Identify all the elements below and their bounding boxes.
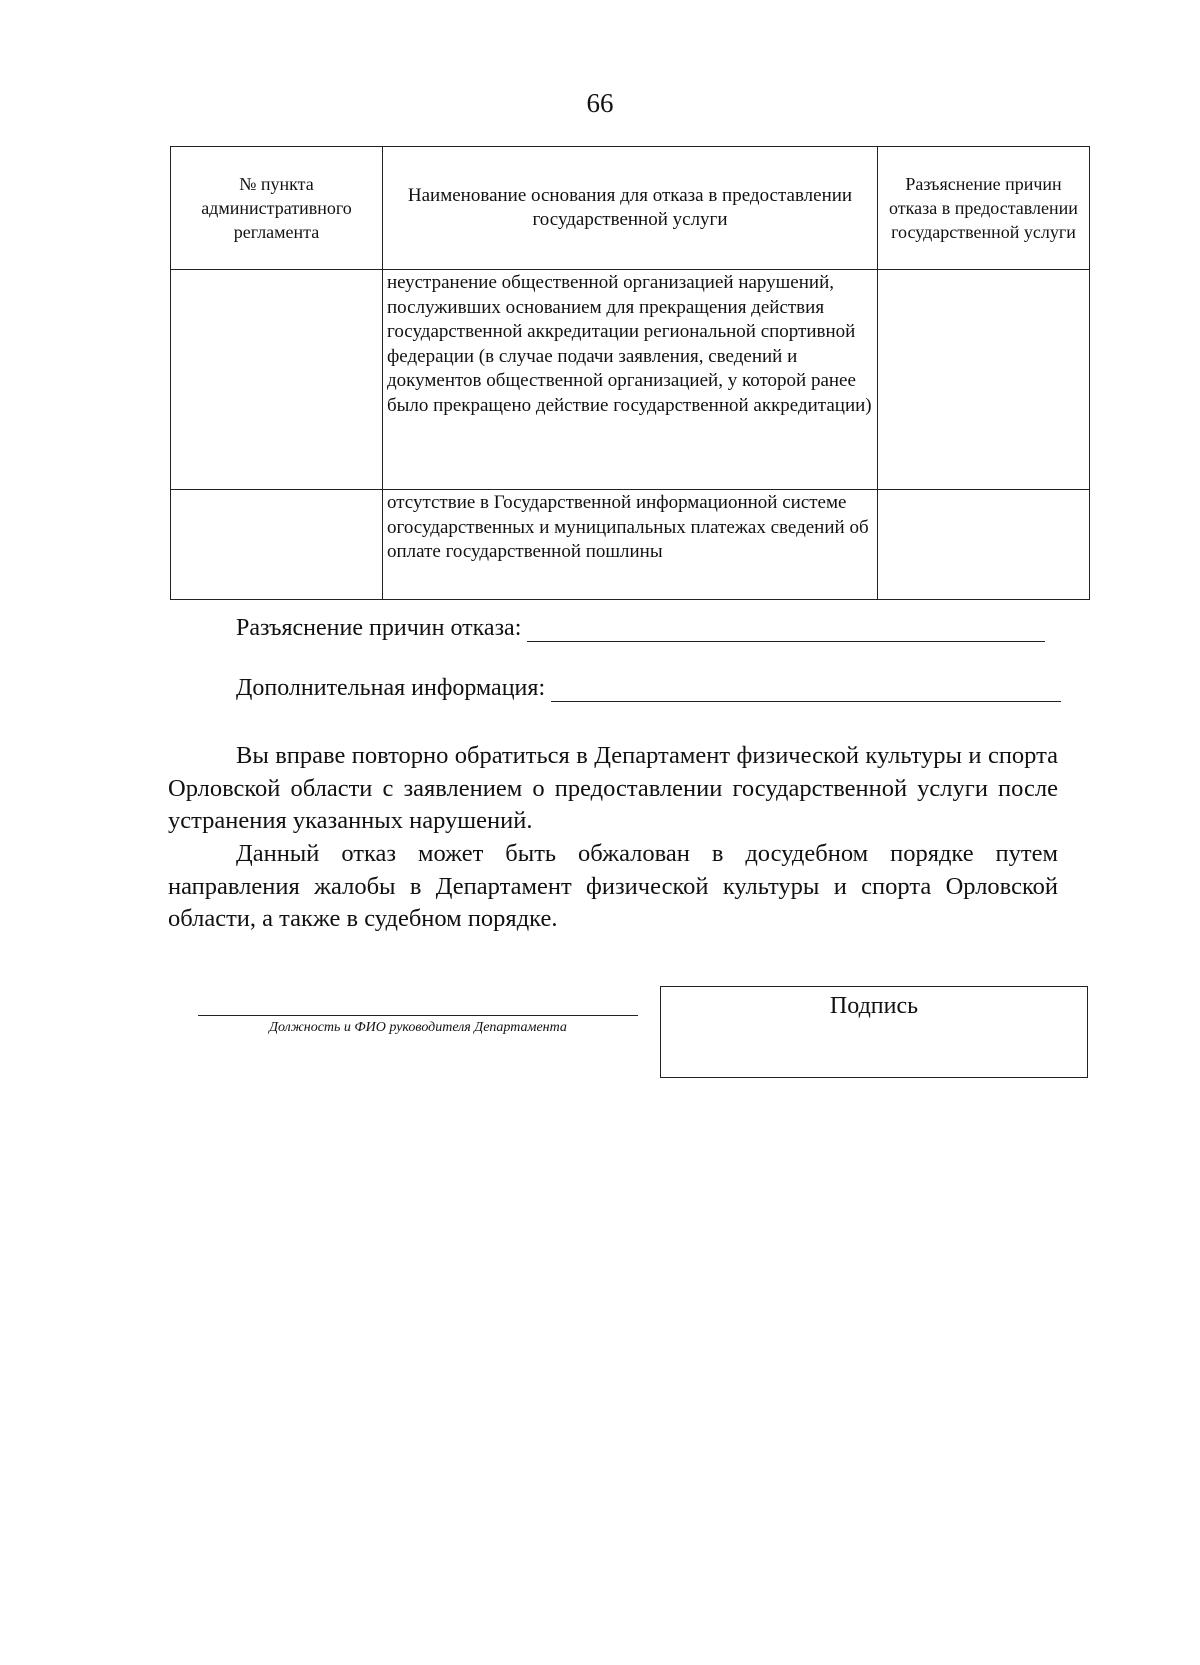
header-item-number: № пункта административного регламента [171, 147, 383, 270]
additional-info-label: Дополнительная информация: [236, 675, 546, 701]
page-number: 66 [586, 88, 614, 118]
cell-refusal-explanation [878, 490, 1090, 600]
explanation-field [236, 615, 1045, 642]
signature-box[interactable] [660, 986, 1088, 1078]
signature-box-label: Подпись [829, 993, 919, 1019]
cell-refusal-explanation [878, 270, 1090, 490]
additional-info-blank-line[interactable] [551, 681, 1061, 702]
cell-refusal-ground: неустранение общественной организацией нарушений, послуживших основанием для прекращения действия государственной аккредитации региональной спортивной федерации (в случае подачи заявления, сведений и документов общественной организацией, у которой ранее было прекращено действие государственной аккредитации) [383, 270, 878, 490]
additional-info-field [236, 675, 1061, 702]
cell-item-number [171, 270, 383, 490]
explanation-blank-line[interactable] [527, 621, 1045, 642]
table-row [171, 270, 1090, 490]
table-header-row [171, 147, 1090, 270]
paragraph-appeal: Данный отказ может быть обжалован в досудебном порядке путем направления жалобы в Департамент физической культуры и спорта Орловской области, а также в судебном порядке. [168, 840, 1058, 932]
table-row [171, 490, 1090, 600]
signatory-caption: Должность и ФИО руководителя Департамента [269, 1020, 567, 1035]
cell-refusal-ground: отсутствие в Государственной информационной системе огосударственных и муниципальных платежах сведений об оплате государственной пошлины [383, 490, 878, 600]
header-refusal-explanation: Разъяснение причин отказа в предоставлении государственной услуги [878, 147, 1090, 270]
header-refusal-ground: Наименование основания для отказа в предоставлении государственной услуги [383, 147, 878, 270]
explanation-label: Разъяснение причин отказа: [236, 615, 522, 641]
signature-line [198, 1015, 638, 1016]
refusal-grounds-table [170, 146, 1090, 600]
paragraph-reapply: Вы вправе повторно обратиться в Департамент физической культуры и спорта Орловской области с заявлением о предоставлении государственной услуги после устранения указанных нарушений. [168, 742, 1058, 834]
cell-item-number [171, 490, 383, 600]
